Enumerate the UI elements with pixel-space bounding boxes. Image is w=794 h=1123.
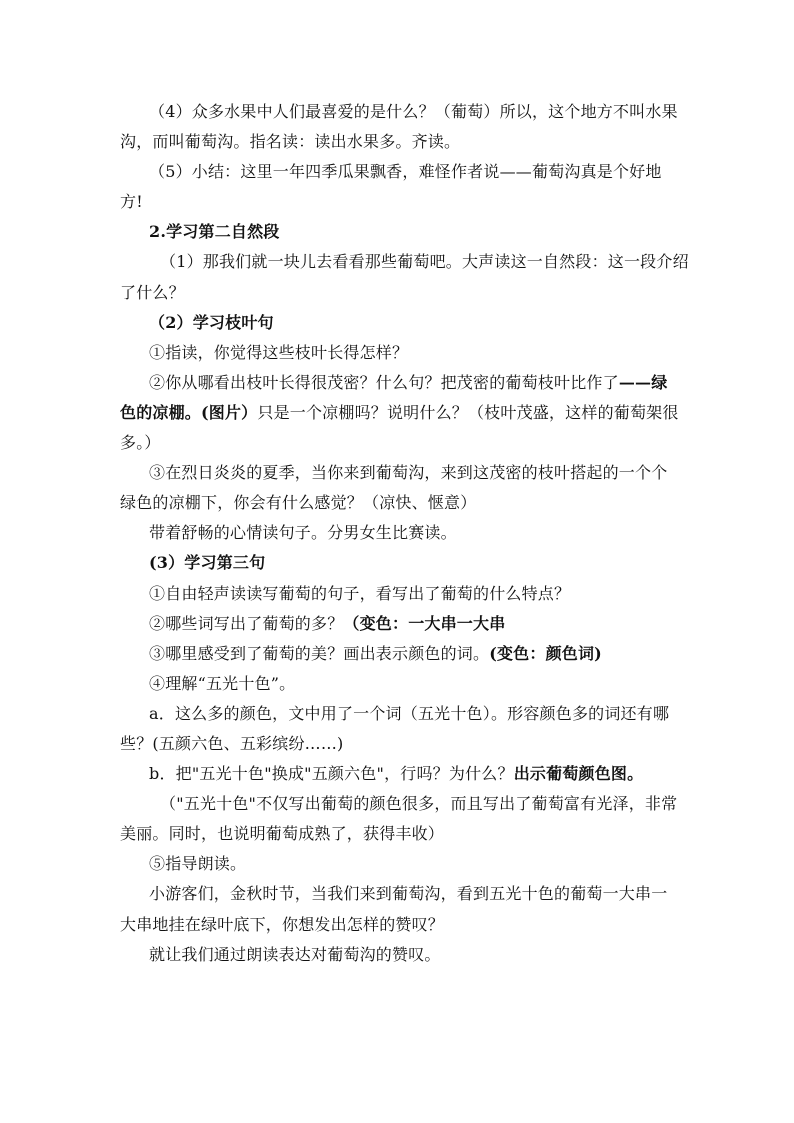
bold-text: ——绿 [618, 372, 668, 392]
text-line [120, 97, 680, 127]
text-line [120, 609, 680, 639]
text-run: ①指读，你觉得这些枝叶长得怎样？ [149, 342, 409, 362]
document-page [120, 97, 689, 970]
text-line [120, 819, 680, 849]
text-line [120, 368, 680, 398]
text-run: 美丽。同时，也说明葡萄成熟了，获得丰收） [120, 824, 445, 844]
text-run: 方! [120, 192, 143, 212]
text-line [120, 187, 680, 217]
text-run: ②你从哪看出枝叶长得很茂密？什么句？把茂密的葡萄枝叶比作了 [149, 372, 619, 392]
text-run: （1）那我们就一块儿去看看那些葡萄吧。大声读这一自然段：这一段介绍 [160, 252, 689, 272]
bold-text: 2.学习第二自然段 [149, 222, 280, 242]
text-run: 就让我们通过朗读表达对葡萄沟的赞叹。 [149, 944, 441, 964]
text-line [120, 548, 680, 578]
bold-text: 色的凉棚。(图片） [120, 402, 258, 422]
text-run: ③在烈日炎炎的夏季，当你来到葡萄沟，来到这茂密的枝叶搭起的一个个 [149, 463, 668, 483]
text-line [120, 458, 680, 488]
text-run: 只是一个凉棚吗？说明什么？（枝叶茂盛，这样的葡萄架很 [257, 402, 679, 422]
text-run: （4）众多水果中人们最喜爱的是什么？（葡萄）所以，这个地方不叫水果 [149, 102, 678, 121]
text-line [120, 338, 680, 368]
text-line [120, 247, 689, 277]
text-run: ④理解“五光十色”。 [149, 673, 296, 693]
text-line [120, 940, 680, 970]
text-run: b．把"五光十色"换成"五颜六色"，行吗？为什么？ [149, 764, 514, 784]
bold-text: （变色：一大串一大串 [343, 613, 506, 633]
text-run: 多。） [120, 433, 161, 453]
text-line [120, 849, 680, 879]
text-line [120, 579, 680, 609]
text-run: ⑤指导朗读。 [149, 854, 247, 874]
text-line [120, 127, 680, 157]
text-line [120, 488, 680, 518]
text-run: 了什么？ [120, 282, 185, 302]
text-line [120, 518, 680, 548]
text-line [120, 308, 680, 338]
text-line [120, 157, 680, 187]
text-line [120, 398, 680, 428]
text-run: 带着舒畅的心情读句子。分男女生比赛读。 [149, 523, 457, 543]
text-run: ②哪些词写出了葡萄的多？ [149, 613, 344, 633]
text-run: 些？(五颜六色、五彩缤纷……) [120, 733, 344, 753]
text-run: （5）小结：这里一年四季瓜果飘香，难怪作者说——葡萄沟真是个好地 [149, 162, 662, 182]
bold-text: (变色：颜色词) [489, 643, 602, 663]
text-run: 沟，而叫葡萄沟。指名读：读出水果多。齐读。 [120, 132, 461, 152]
text-line [120, 910, 680, 940]
text-run: ①自由轻声读读写葡萄的句子，看写出了葡萄的什么特点？ [149, 583, 571, 603]
bold-text: (3）学习第三句 [149, 553, 266, 573]
text-line [120, 639, 680, 669]
text-line [120, 278, 680, 308]
text-run: 绿色的凉棚下，你会有什么感觉？（凉快、惬意） [120, 493, 477, 513]
bold-text: 出示葡萄颜色图。 [513, 764, 644, 784]
text-line [120, 217, 680, 247]
text-line [120, 699, 680, 729]
text-run: 大串地挂在绿叶底下，你想发出怎样的赞叹？ [120, 914, 445, 934]
text-line [120, 789, 680, 819]
document-body [120, 97, 689, 970]
text-line [120, 879, 680, 909]
bold-text: （2）学习枝叶句 [149, 312, 274, 332]
text-run: a．这么多的颜色，文中用了一个词（五光十色）。形容颜色多的词还有哪 [149, 703, 670, 723]
text-line [120, 428, 680, 458]
text-run: ③哪里感受到了葡萄的美？画出表示颜色的词。 [149, 643, 490, 663]
text-run: （"五光十色"不仅写出葡萄的颜色很多，而且写出了葡萄富有光泽，非常 [160, 794, 678, 814]
text-line [120, 669, 680, 699]
text-run: 小游客们，金秋时节，当我们来到葡萄沟，看到五光十色的葡萄一大串一 [149, 884, 668, 904]
text-line [120, 729, 680, 759]
text-line [120, 759, 680, 789]
